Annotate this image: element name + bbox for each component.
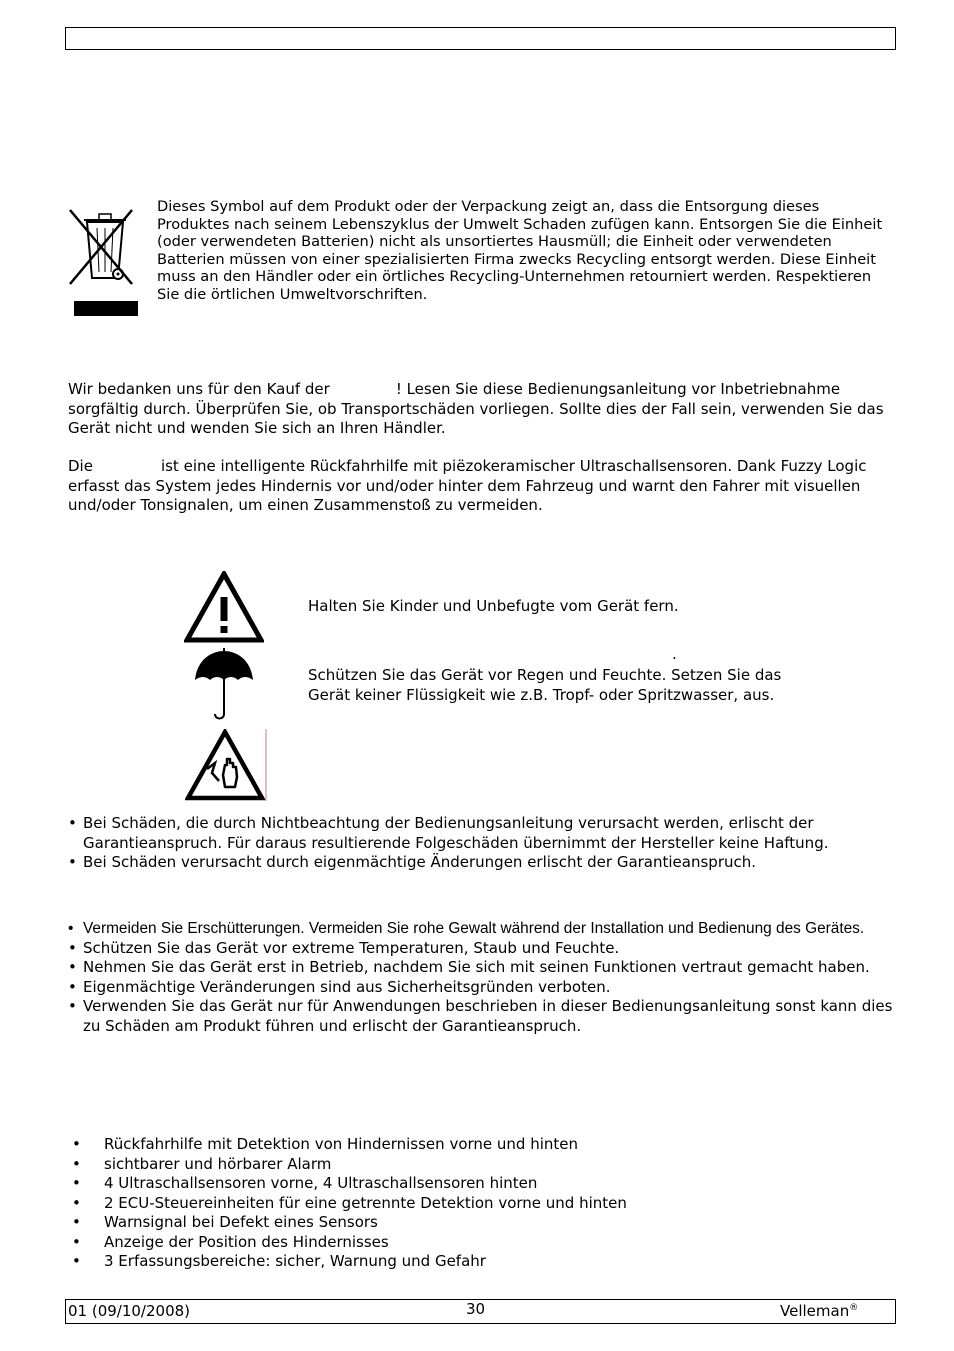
list-item: • Nehmen Sie das Gerät erst in Betrieb, nachdem Sie sich mit seinen Funktionen vertraut gemacht haben. (68, 958, 898, 978)
footer-brand (780, 1302, 858, 1320)
intro-paragraph (68, 380, 898, 439)
rain-warning-text: Schützen Sie das Gerät vor Regen und Feuchte. Setzen Sie das Gerät keiner Flüssigkeit wie z.B. Tropf- oder Spritzwasser, aus. (308, 666, 782, 704)
warning-triangle-icon (184, 571, 264, 643)
list-item: • Bei Schäden verursacht durch eigenmächtige Änderungen erlischt der Garantieanspruch. (68, 853, 898, 873)
brand-name: Velleman (780, 1302, 850, 1320)
page-number: 30 (466, 1300, 486, 1318)
footer-version: 01 (09/10/2008) (68, 1302, 191, 1320)
features-list (68, 1135, 898, 1272)
list-item: • 2 ECU-Steuereinheiten für eine getrennte Detektion vorne und hinten (68, 1194, 898, 1214)
registered-mark: ® (849, 1303, 859, 1313)
list-item: • Bei Schäden, die durch Nichtbeachtung der Bedienungsanleitung verursacht werden, erlischt der Garantieanspruch. Für daraus resultierende Folgeschäden übernimmt der Hersteller keine Haftung. (68, 814, 898, 853)
children-warning-text: Halten Sie Kinder und Unbefugte vom Gerät fern. (308, 597, 679, 615)
list-item: • Schützen Sie das Gerät vor extreme Temperaturen, Staub und Feuchte. (68, 939, 898, 959)
header-box (65, 27, 896, 50)
electric-shock-icon (185, 729, 267, 801)
description-text-end: ist eine intelligente Rückfahrhilfe mit piëzokeramischer Ultraschallsensoren. Dank Fuzzy Logic erfasst das System jedes Hindernis vor und/oder hinter dem Fahrzeug und warnt den Fahrer mit visuellen und/oder Tonsignalen, um einen Zusammenstoß zu vermeiden. (68, 457, 867, 514)
warranty-list (68, 814, 898, 873)
list-item: • Anzeige der Position des Hindernisses (68, 1233, 898, 1253)
list-item: • Verwenden Sie das Gerät nur für Anwendungen beschrieben in dieser Bedienungsanleitung sonst kann dies zu Schäden am Produkt führen und erlischt der Garantieanspruch. (68, 997, 898, 1036)
list-item: • Eigenmächtige Veränderungen sind aus Sicherheitsgründen verboten. (68, 978, 898, 998)
list-item: • Rückfahrhilfe mit Detektion von Hindernissen vorne und hinten (68, 1135, 898, 1155)
description-text-start: Die (68, 457, 93, 475)
umbrella-icon (193, 648, 255, 722)
intro-text-end: ! Lesen Sie diese Bedienungsanleitung vor Inbetriebnahme sorgfältig durch. Überprüfen Sie, ob Transportschäden vorliegen. Sollte dies der Fall sein, verwenden Sie das Gerät nicht und wenden Sie sich an Ihren Händler. (68, 380, 884, 437)
separator-dot: . (672, 645, 677, 663)
guidelines-list (68, 919, 898, 1036)
weee-notice-text: Dieses Symbol auf dem Produkt oder der Verpackung zeigt an, dass die Entsorgung dieses Produktes nach seinem Lebenszyklus der Umwelt Schaden zufügen kann. Entsorgen Sie die Einheit (oder verwendeten Batterien) nicht als unsortiertes Hausmüll; die Einheit oder verwendeten Batterien müssen von einer spezialisierten Firma zwecks Recycling entsorgt werden. Diese Einheit muss an den Händler oder ein örtliches Recycling-Unternehmen retourniert werden. Respektieren Sie die örtlichen Umweltvorschriften. (157, 198, 883, 303)
list-item: • 3 Erfassungsbereiche: sicher, Warnung und Gefahr (68, 1252, 898, 1272)
list-item: • 4 Ultraschallsensoren vorne, 4 Ultraschallsensoren hinten (68, 1174, 898, 1194)
list-item: • sichtbarer und hörbarer Alarm (68, 1155, 898, 1175)
list-item: • Warnsignal bei Defekt eines Sensors (68, 1213, 898, 1233)
intro-text-start: Wir bedanken uns für den Kauf der (68, 380, 330, 398)
crossed-bin-icon (68, 206, 140, 318)
description-paragraph (68, 457, 898, 516)
list-item: • Vermeiden Sie Erschütterungen. Vermeiden Sie rohe Gewalt während der Installation und Bedienung des Gerätes. (68, 919, 898, 939)
